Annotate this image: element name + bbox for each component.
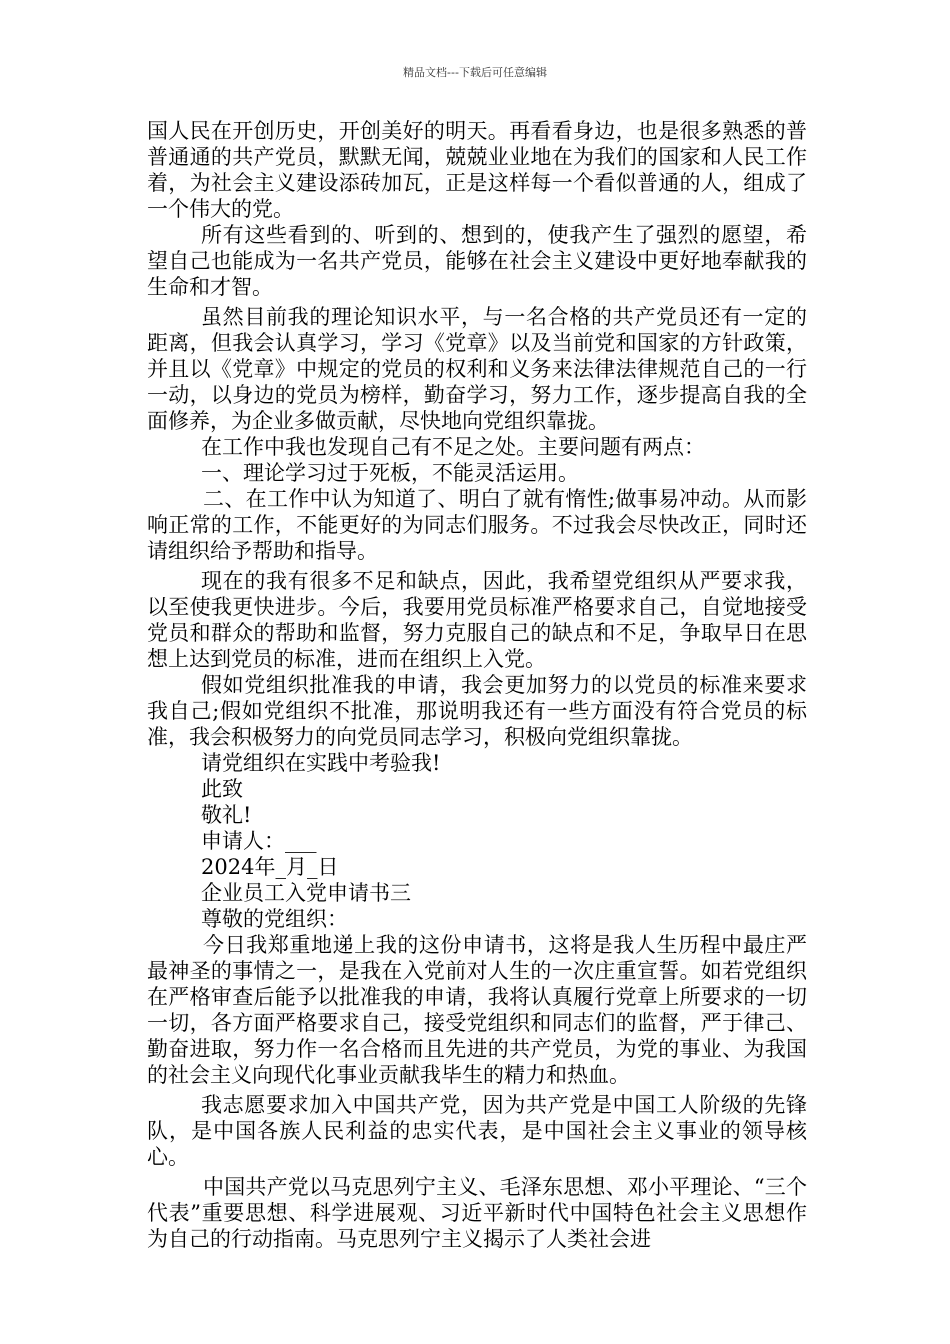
paragraph-2: 所有这些看到的、听到的、想到的，使我产生了强烈的愿望，希望自己也能成为一名共产党员，能够在社会主义建设中更好地奉献我的生命和才智。 — [147, 223, 807, 299]
paragraph-8: 假如党组织批准我的申请，我会更加努力的以党员的标准来要求我自己;假如党组织不批准，那说明我还有一些方面没有符合党员的标准，我会积极努力的向党员同志学习，积极向党组织靠拢。 — [147, 673, 807, 749]
applicant-line: 申请人：___ — [201, 829, 317, 853]
document-body — [147, 118, 807, 1252]
paragraph-6: 二、在工作中认为知道了、明白了就有惰性;做事易冲动。从而影响正常的工作，不能更好的为同志们服务。不过我会尽快改正，同时还请组织给予帮助和指导。 — [147, 487, 807, 563]
paragraph-9: 今日我郑重地递上我的这份申请书，这将是我人生历程中最庄严最神圣的事情之一，是我在入党前对人生的一次庄重宣誓。如若党组织在严格审查后能予以批准我的申请，我将认真履行党章上所要求的一切一切，各方面严格要求自己，接受党组织和同志们的监督，严于律己、勤奋进取，努力作一名合格而且先进的共产党员，为党的事业、为我国的社会主义向现代化事业贡献我毕生的精力和热血。 — [147, 933, 807, 1087]
paragraph-1: 国人民在开创历史，开创美好的明天。再看看身边，也是很多熟悉的普普通通的共产党员，默默无闻，兢兢业业地在为我们的国家和人民工作着，为社会主义建设添砖加瓦，正是这样每一个看似普通的人，组成了一个伟大的党。 — [147, 119, 807, 221]
paragraph-10: 我志愿要求加入中国共产党，因为共产党是中国工人阶级的先锋队，是中国各族人民利益的忠实代表，是中国社会主义事业的领导核心。 — [147, 1093, 807, 1169]
paragraph-7: 现在的我有很多不足和缺点，因此，我希望党组织从严要求我，以至使我更快进步。今后，我要用党员标准严格要求自己，自觉地接受党员和群众的帮助和监督，努力克服自己的缺点和不足，争取早日在思想上达到党员的标准，进而在组织上入党。 — [147, 569, 807, 671]
section-title: 企业员工入党申请书三 — [201, 881, 411, 905]
paragraph-11: 中国共产党以马克思列宁主义、毛泽东思想、邓小平理论、“三个代表”重要思想、科学进展观、习近平新时代中国特色社会主义思想作为自己的行动指南。马克思列宁主义揭示了人类社会进 — [147, 1175, 807, 1251]
greeting: 尊敬的党组织： — [201, 907, 348, 931]
closing-line: 请党组织在实践中考验我! — [201, 751, 441, 775]
salutation-jingli: 敬礼! — [201, 803, 252, 827]
page-header: 精品文档---下载后可任意编辑 — [403, 66, 547, 79]
paragraph-4: 在工作中我也发现自己有不足之处。主要问题有两点： — [201, 435, 705, 459]
paragraph-3: 虽然目前我的理论知识水平，与一名合格的共产党员还有一定的距离，但我会认真学习，学习《党章》以及当前党和国家的方针政策，并且以《党章》中规定的党员的权利和义务来法律法律规范自己的一行一动，以身边的党员为榜样，勤奋学习，努力工作，逐步提高自我的全面修养，为企业多做贡献，尽快地向党组织靠拢。 — [147, 305, 807, 433]
date-line: 2024年_月_日 — [201, 855, 339, 879]
paragraph-5: 一、理论学习过于死板，不能灵活运用。 — [201, 461, 579, 485]
salutation-cizhi: 此致 — [201, 777, 243, 801]
